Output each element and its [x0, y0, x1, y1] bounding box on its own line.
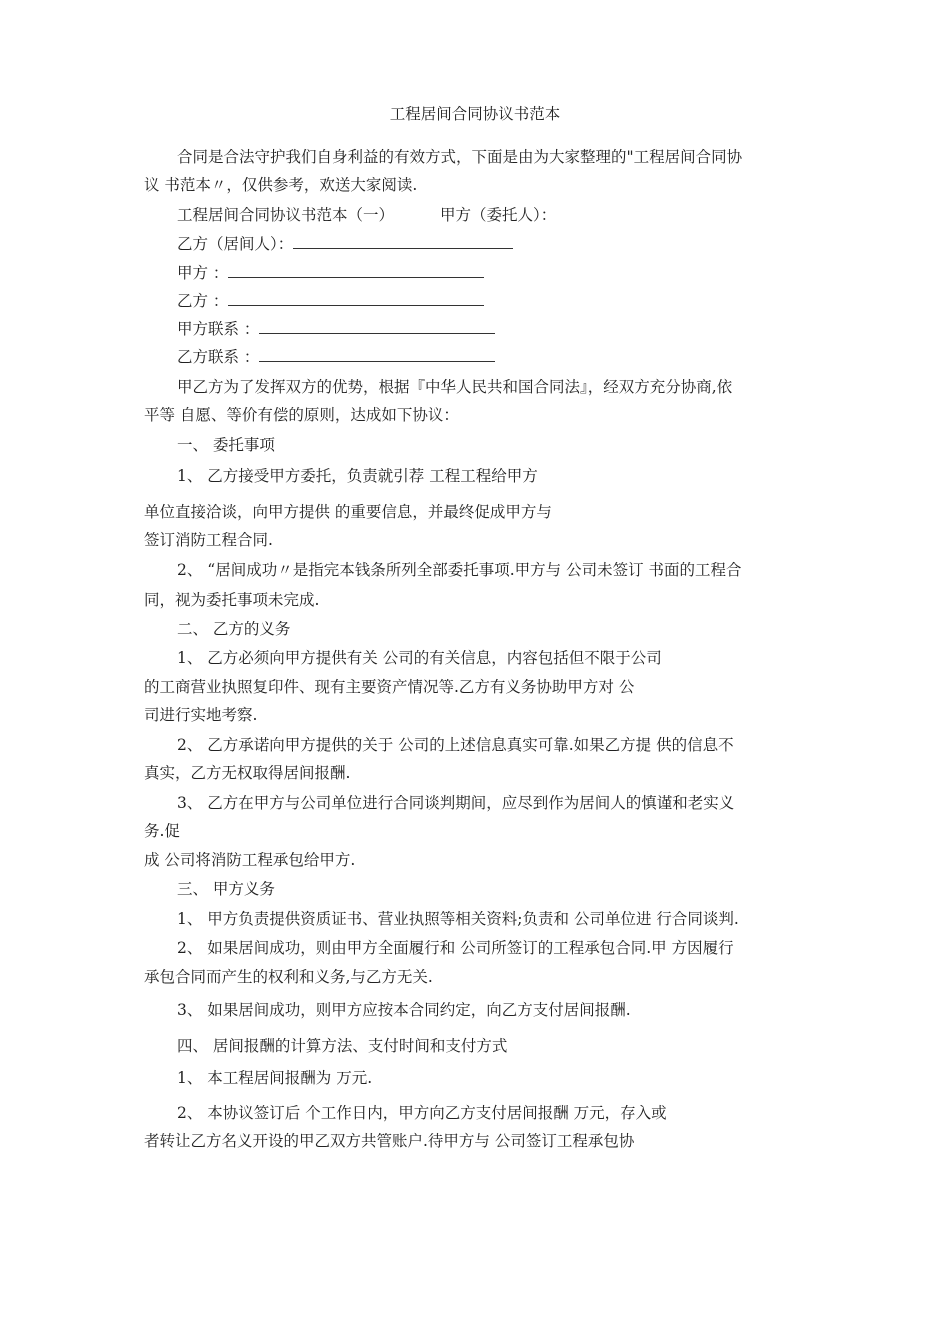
- party-a-row: [177, 262, 484, 284]
- section-3-title: 三、 甲方义务: [177, 880, 275, 898]
- party-a-contact-row: [177, 318, 495, 340]
- section-1-title: 一、 委托事项: [177, 436, 275, 454]
- party-b-blank: [228, 291, 484, 306]
- party-b-broker-label: 乙方（居间人）：: [177, 235, 294, 253]
- section-3-item-3: 3、 如果居间成功，则甲方应按本合同约定，向乙方支付居间报酬.: [177, 1001, 631, 1019]
- party-a-label: 甲方 ：: [177, 264, 229, 282]
- section-1-item-1-line-1: 1、 乙方接受甲方委托，负责就引荐 工程工程给甲方: [177, 467, 538, 485]
- section-4-title: 四、 居间报酬的计算方法、支付时间和支付方式: [177, 1037, 508, 1055]
- party-a-client-label: 甲方（委托人）：: [440, 206, 557, 224]
- section-2-item-1-line-3: 司进行实地考察.: [144, 706, 258, 724]
- party-b-contact-label: 乙方联系 ：: [177, 348, 260, 366]
- preamble-line-2: 平等 自愿、等价有偿的原则，达成如下协议：: [144, 406, 459, 424]
- party-a-contact-blank: [259, 319, 495, 334]
- heading-sample-one: 工程居间合同协议书范本（一）: [177, 206, 395, 224]
- section-1-item-2-line-1: 2、 “居间成功〃是指完本钱条所列全部委托事项.甲方与 公司未签订 书面的工程合: [177, 561, 742, 579]
- intro-line-2: 议 书范本〃，仅供参考，欢送大家阅读.: [144, 176, 418, 194]
- preamble-line-1: 甲乙方为了发挥双方的优势，根据『中华人民共和国合同法』，经双方充分协商,依: [177, 378, 733, 396]
- section-2-title: 二、 乙方的义务: [177, 620, 291, 638]
- section-4-item-2-line-1: 2、 本协议签订后 个工作日内，甲方向乙方支付居间报酬 万元，存入或: [177, 1104, 667, 1122]
- section-2-item-3-line-1: 3、 乙方在甲方与公司单位进行合同谈判期间，应尽到作为居间人的慎谨和老实义: [177, 794, 735, 812]
- section-2-item-3-line-2: 务.促: [144, 822, 180, 840]
- party-b-contact-blank: [259, 347, 495, 362]
- section-2-item-2-line-1: 2、 乙方承诺向甲方提供的关于 公司的上述信息真实可靠.如果乙方提 供的信息不: [177, 736, 734, 754]
- party-b-broker-row: [177, 233, 513, 255]
- party-b-label: 乙方 ：: [177, 292, 229, 310]
- party-a-contact-label: 甲方联系 ：: [177, 320, 260, 338]
- section-1-item-1-line-2: 单位直接洽谈，向甲方提供 的重要信息，并最终促成甲方与: [144, 503, 552, 521]
- party-b-broker-blank: [293, 234, 513, 249]
- section-2-item-1-line-2: 的工商营业执照复印件、现有主要资产情况等.乙方有义务协助甲方对 公: [144, 678, 635, 696]
- section-3-item-2-line-1: 2、 如果居间成功，则由甲方全面履行和 公司所签订的工程承包合同.甲 方因履行: [177, 939, 734, 957]
- section-4-item-2-line-2: 者转让乙方名义开设的甲乙双方共管账户.待甲方与 公司签订工程承包协: [144, 1132, 635, 1150]
- section-2-item-1-line-1: 1、 乙方必须向甲方提供有关 公司的有关信息，内容包括但不限于公司: [177, 649, 662, 667]
- document-title: 工程居间合同协议书范本: [389, 105, 561, 123]
- intro-line-1: 合同是合法守护我们自身利益的有效方式，下面是由为大家整理的"工程居间合同协: [177, 148, 743, 166]
- party-b-row: [177, 290, 484, 312]
- section-2-item-3-line-3: 成 公司将消防工程承包给甲方.: [144, 851, 356, 869]
- section-1-item-2-line-2: 同，视为委托事项未完成.: [144, 591, 320, 609]
- section-3-item-2-line-2: 承包合同而产生的权利和义务,与乙方无关.: [144, 968, 433, 986]
- party-a-blank: [228, 263, 484, 278]
- party-b-contact-row: [177, 346, 495, 368]
- section-2-item-2-line-2: 真实，乙方无权取得居间报酬.: [144, 764, 351, 782]
- section-1-item-1-line-3: 签订消防工程合同.: [144, 531, 273, 549]
- section-3-item-1: 1、 甲方负责提供资质证书、营业执照等相关资料;负责和 公司单位进 行合同谈判.: [177, 910, 739, 928]
- section-4-item-1: 1、 本工程居间报酬为 万元.: [177, 1069, 373, 1087]
